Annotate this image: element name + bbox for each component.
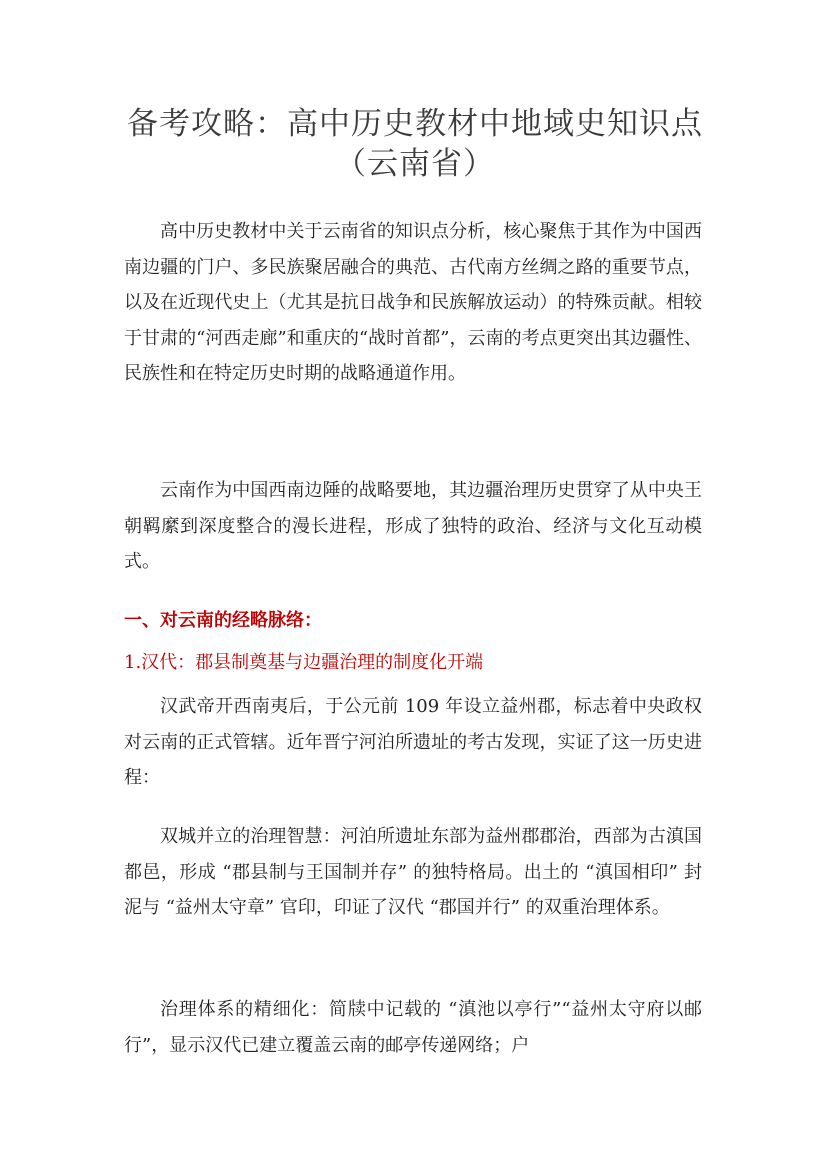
- body-paragraph: 治理体系的精细化：简牍中记载的 “滇池以亭行”“益州太守府以邮行”，显示汉代已建立覆盖云南的邮亭传递网络；户: [124, 999, 702, 1056]
- intro-paragraph: 高中历史教材中关于云南省的知识点分析，核心聚焦于其作为中国西南边疆的门户、多民族聚居融合的典范、古代南方丝绸之路的重要节点，以及在近现代史上（尤其是抗日战争和民族解放运动）的特殊贡献。相较于甘肃的“河西走廊”和重庆的“战时首都”，云南的考点更突出其边疆性、民族性和在特定历史时期的战略通道作用。: [124, 221, 702, 385]
- section-heading: 一、对云南的经略脉络：: [124, 610, 322, 631]
- subsection-heading: 1.汉代：郡县制奠基与边疆治理的制度化开端: [124, 652, 484, 673]
- overview-paragraph: 云南作为中国西南边陲的战略要地，其边疆治理历史贯穿了从中央王朝羁縻到深度整合的漫长进程，形成了独特的政治、经济与文化互动模式。: [124, 480, 702, 573]
- document-title: 备考攻略：高中历史教材中地域史知识点: [127, 106, 703, 142]
- body-paragraph: 汉武帝开西南夷后，于公元前 109 年设立益州郡，标志着中央政权对云南的正式管辖。近年晋宁河泊所遗址的考古发现，实证了这一历史进程：: [124, 696, 703, 789]
- body-paragraph: 双城并立的治理智慧：河泊所遗址东部为益州郡郡治，西部为古滇国都邑，形成 “郡县制与王国制并存” 的独特格局。出土的 “滇国相印” 封泥与 “益州太守章” 官印，印证了汉代 “郡国并行” 的双重治理体系。: [124, 826, 702, 919]
- document-subtitle: （云南省）: [335, 146, 495, 182]
